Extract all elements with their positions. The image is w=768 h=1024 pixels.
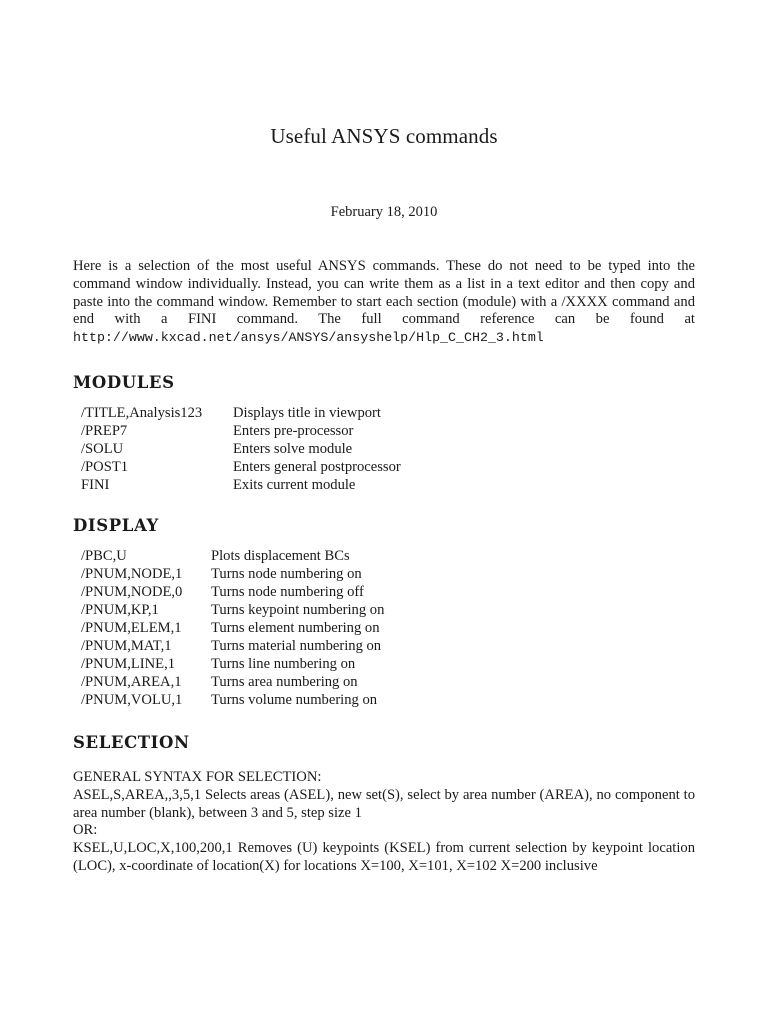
table-row [81,619,384,637]
description-cell: Turns volume numbering on [211,692,378,708]
table-row [81,458,401,476]
command-cell: /PNUM,MAT,1 [81,638,172,654]
table-row [81,547,384,565]
table-row [81,440,401,458]
command-cell: /TITLE,Analysis123 [81,405,203,421]
command-cell: /PNUM,ELEM,1 [81,620,182,636]
table-row [81,476,401,494]
display-heading: DISPLAY [73,516,159,535]
command-cell: /PNUM,VOLU,1 [81,692,183,708]
table-row [81,691,384,709]
description-cell: Turns area numbering on [211,674,358,690]
description-cell: Enters solve module [233,441,353,457]
command-cell: /PREP7 [81,423,128,439]
table-row [81,637,384,655]
intro-text: Here is a selection of the most useful ANSYS commands. These do not need to be typed into the command window individually. Instead, you can write them as a list in a text editor and then copy and paste into the command window. Remember to start each section (module) with a /XXXX command and end with a FINI command. The full command reference can be found at [73,258,695,328]
command-cell: FINI [81,477,110,493]
selection-example-keypoint: KSEL,U,LOC,X,100,200,1 Removes (U) keypoints (KSEL) from current selection by keypoint location (LOC), x-coordinate of location(X) for locations X=100, X=101, X=102 X=200 inclusive [73,840,695,874]
command-cell: /PNUM,KP,1 [81,602,159,618]
command-cell: /PBC,U [81,548,127,564]
document-title: Useful ANSYS commands [270,124,498,148]
table-row [81,583,384,601]
command-cell: /PNUM,NODE,0 [81,584,183,600]
modules-heading: MODULES [73,373,175,392]
description-cell: Enters pre-processor [233,423,354,439]
description-cell: Displays title in viewport [233,405,381,421]
intro-paragraph [73,258,695,347]
selection-heading: SELECTION [73,733,190,752]
description-cell: Turns line numbering on [211,656,356,672]
command-cell: /SOLU [81,441,124,457]
selection-body [73,769,695,876]
command-cell: /PNUM,LINE,1 [81,656,176,672]
description-cell: Turns element numbering on [211,620,380,636]
description-cell: Exits current module [233,477,356,493]
table-row [81,601,384,619]
command-cell: /PNUM,AREA,1 [81,674,182,690]
table-row [81,422,401,440]
table-row [81,673,384,691]
or-label: OR: [73,822,98,839]
description-cell: Turns keypoint numbering on [211,602,385,618]
selection-example-area: ASEL,S,AREA,,3,5,1 Selects areas (ASEL), new set(S), select by area number (AREA), no component to area number (blank), between 3 and 5, step size 1 [73,786,695,821]
syntax-label: GENERAL SYNTAX FOR SELECTION: [73,769,322,785]
document-date: February 18, 2010 [330,204,438,220]
description-cell: Plots displacement BCs [211,548,350,564]
description-cell: Enters general postprocessor [233,459,401,475]
table-row [81,655,384,673]
command-cell: /POST1 [81,459,129,475]
reference-url[interactable]: http://www.kxcad.net/ansys/ANSYS/ansyshelp/Hlp_C_CH2_3.html [73,330,544,346]
display-table [81,547,384,709]
command-cell: /PNUM,NODE,1 [81,566,183,582]
modules-table [81,404,401,494]
description-cell: Turns node numbering on [211,566,362,582]
description-cell: Turns node numbering off [211,584,364,600]
table-row [81,565,384,583]
table-row [81,404,401,422]
description-cell: Turns material numbering on [211,638,382,654]
